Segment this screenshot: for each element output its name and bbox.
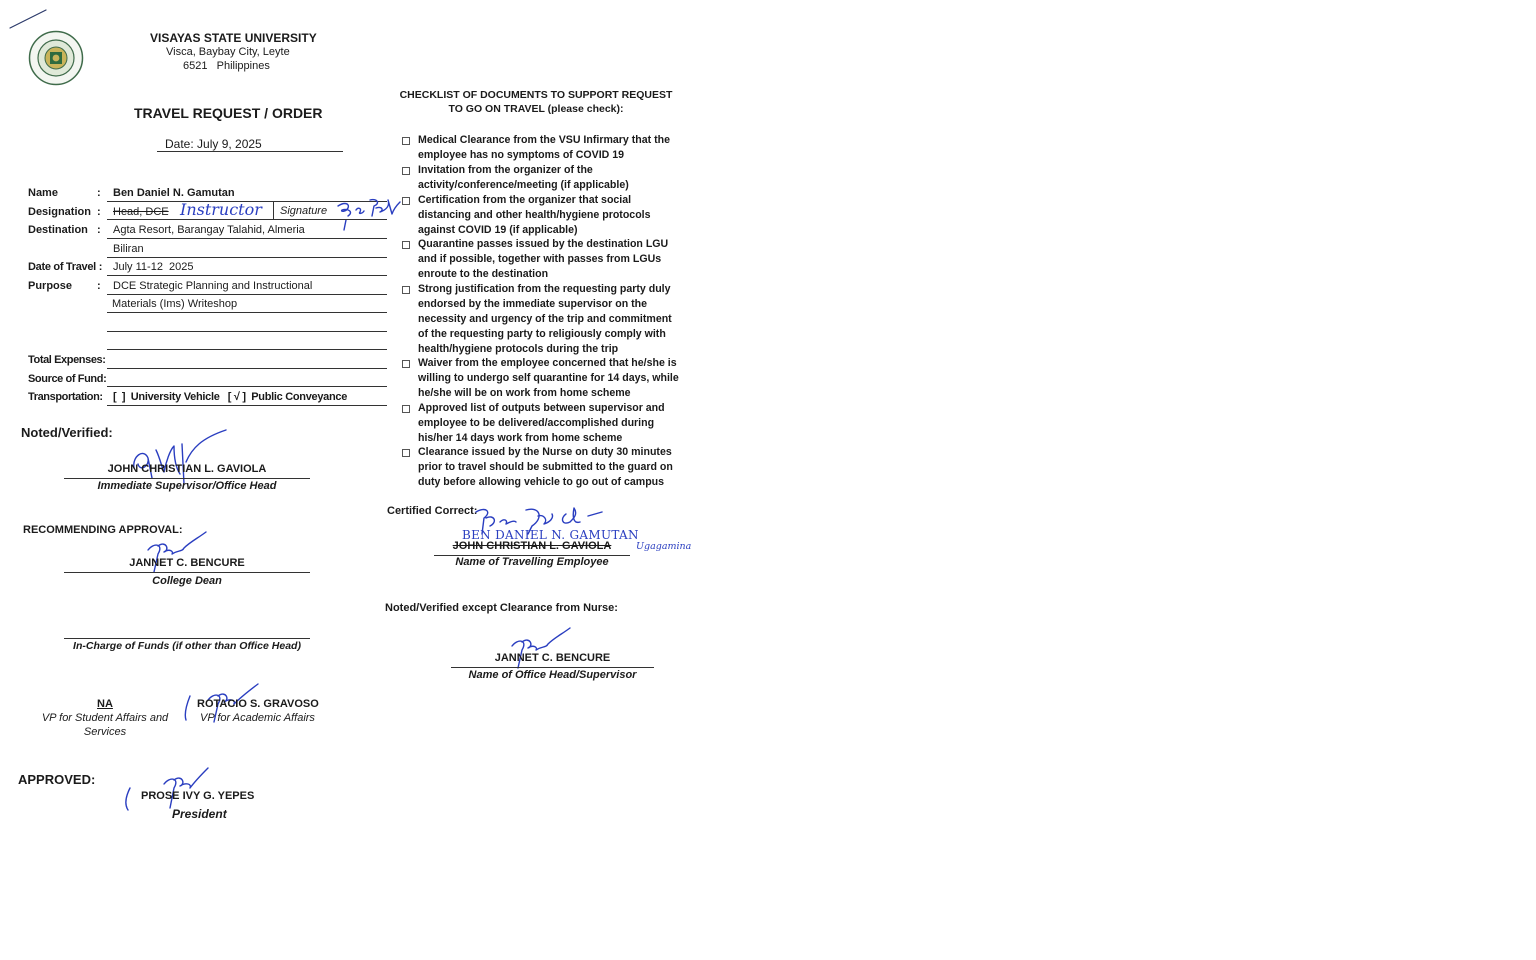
checklist-item-7: Approved list of outputs between supervisor and employee to be delivered/accomplished during his/her 14 days work from home scheme [418,402,665,444]
university-name: VISAYAS STATE UNIVERSITY [150,31,317,45]
office-head-underline [451,667,654,668]
approved-label: APPROVED: [18,772,96,787]
designation-label: Designation [28,206,91,218]
date-of-travel-label: Date of Travel : [28,261,103,273]
date-of-travel-underline [107,275,387,276]
designation-underline [107,219,387,220]
office-head-title: Name of Office Head/Supervisor [468,669,637,681]
date-underline [157,151,343,152]
destination-underline1 [107,238,387,239]
checklist-item-1: Medical Clearance from the VSU Infirmary that the employee has no symptoms of COVID 19 [418,134,670,161]
checklist-title-line1: CHECKLIST OF DOCUMENTS TO SUPPORT REQUEST [399,89,673,101]
purpose-label: Purpose [28,280,73,292]
name-colon: : [97,187,101,199]
vp-sas-title-line1: VP for Student Affairs and [41,712,169,724]
employee-handwritten-name: BEN DANIEL N. GAMUTAN [462,528,639,542]
checklist-item-5: Strong justification from the requesting party duly endorsed by the immediate supervisor on the necessity and urgency of the trip and commitment of the requesting party to religiously comply with health/hygiene protocols during the trip [418,283,672,355]
purpose-value-line2: Materials (Ims) Writeshop [112,298,238,310]
destination-colon: : [97,224,101,236]
employee-struck-name: JOHN CHRISTIAN L. GAVIOLA [452,540,612,552]
total-expenses-label: Total Expenses: [28,354,106,366]
checklist-checkbox-5[interactable] [402,286,410,294]
purpose-underline2 [107,312,387,313]
checklist-item-2: Invitation from the organizer of the activity/conference/meeting (if applicable) [418,164,629,191]
source-of-fund-label: Source of Fund: [28,373,107,385]
supervisor-name: JOHN CHRISTIAN L. GAVIOLA [107,463,267,475]
designation-colon: : [97,206,101,218]
supervisor-title: Immediate Supervisor/Office Head [97,480,277,492]
university-seal [28,30,84,86]
office-head-signature [508,626,574,672]
vp-sas-title-line2: Services [83,726,127,738]
supervisor-underline [64,478,310,479]
checklist-checkbox-3[interactable] [402,197,410,205]
destination-value-line2: Biliran [113,243,144,255]
transportation-underline [107,405,387,406]
destination-value-line1: Agta Resort, Barangay Talahid, Almeria [113,224,305,236]
checklist-checkbox-2[interactable] [402,167,410,175]
checklist-checkbox-1[interactable] [402,137,410,145]
checklist-title-line2: TO GO ON TRAVEL (please check): [448,103,624,115]
dean-name: JANNET C. BENCURE [129,557,245,569]
noted-verified-label: Noted/Verified: [21,425,113,440]
funds-underline [64,638,310,639]
dean-underline [64,572,310,573]
employee-title: Name of Travelling Employee [455,556,609,568]
purpose-value-line1: DCE Strategic Planning and Instructional [113,280,313,292]
noted-except-nurse-label: Noted/Verified except Clearance from Nurse: [385,602,618,614]
form-title: TRAVEL REQUEST / ORDER [134,105,323,121]
form-date: Date: July 9, 2025 [165,137,262,151]
source-of-fund-underline [107,386,387,387]
checklist-item-8: Clearance issued by the Nurse on duty 30 minutes prior to travel should be submitted to the guard on duty before allowing vehicle to go out of campus [418,446,673,488]
vp-sas-name: NA [97,698,113,710]
name-label: Name [28,187,58,199]
president-title: President [172,807,227,821]
designation-value: Head, DCE [113,206,169,218]
president-name: PROSE IVY G. YEPES [141,790,255,802]
destination-underline2 [107,257,387,258]
purpose-colon: : [97,280,101,292]
name-value: Ben Daniel N. Gamutan [113,187,235,199]
destination-label: Destination [28,224,88,236]
total-expenses-underline [107,368,387,369]
purpose-underline1 [107,294,387,295]
university-address-line2: 6521 Philippines [183,60,270,72]
scan-mark [8,8,48,32]
dean-title: College Dean [152,575,222,587]
checklist-checkbox-6[interactable] [402,360,410,368]
employee-side-note: Ugagamina [636,541,692,552]
checklist-checkbox-8[interactable] [402,449,410,457]
vp-aa-name: ROTACIO S. GRAVOSO [197,698,319,710]
transportation-label: Transportation: [28,391,103,403]
checklist-checkbox-7[interactable] [402,405,410,413]
designation-handwritten: Instructor [180,200,262,219]
signature-box-divider [273,201,274,219]
checklist-item-6: Waiver from the employee concerned that he/she is willing to undergo self quarantine for 14 days, while he/she will be on work from home scheme [418,357,679,399]
office-head-name: JANNET C. BENCURE [494,652,611,664]
funds-title: In-Charge of Funds (if other than Office Head) [73,640,301,652]
purpose-underline3 [107,331,387,332]
transportation-value: [ ] University Vehicle [ √ ] Public Conveyance [113,391,348,403]
checklist-item-3: Certification from the organizer that social distancing and other health/hygiene protocols against COVID 19 (if applicable) [418,194,651,236]
purpose-underline4 [107,349,387,350]
date-of-travel-value: July 11-12 2025 [113,261,194,273]
certified-correct-label: Certified Correct: [387,505,478,517]
checklist-item-4: Quarantine passes issued by the destination LGU and if possible, together with passes from LGUs enroute to the destination [418,238,669,280]
vp-aa-title: VP for Academic Affairs [200,712,315,724]
dean-signature [144,530,210,576]
recommending-approval-label: RECOMMENDING APPROVAL: [23,524,183,536]
signature-label: Signature [280,205,328,217]
university-address-line1: Visca, Baybay City, Leyte [166,46,290,58]
checklist-checkbox-4[interactable] [402,241,410,249]
